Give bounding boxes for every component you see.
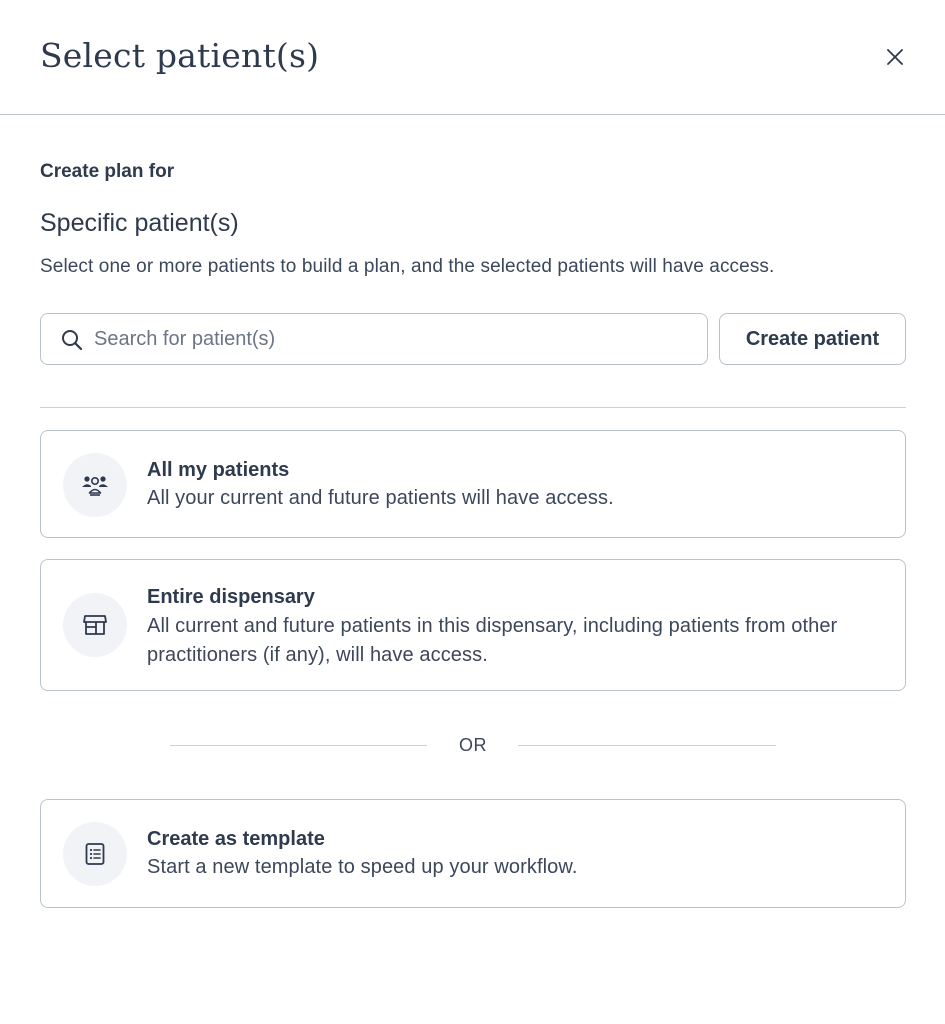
close-icon [886, 48, 904, 66]
option-description: All current and future patients in this dispensary, including patients from other practitioners (if any), will have access. [147, 615, 838, 666]
specific-patients-description: Select one or more patients to build a plan, and the selected patients will have access. [40, 256, 775, 277]
or-line-right [518, 745, 776, 746]
store-icon [82, 613, 108, 637]
modal-header [0, 0, 945, 115]
or-label: OR [459, 735, 487, 755]
option-title: All my patients [147, 459, 290, 481]
option-icon-container [63, 593, 127, 657]
search-icon [61, 329, 83, 351]
option-icon-container [63, 453, 127, 517]
section-divider [40, 407, 906, 408]
or-separator [170, 733, 776, 757]
option-description: All your current and future patients will have access. [147, 487, 614, 509]
patient-search-input[interactable] [94, 314, 694, 364]
users-icon [81, 473, 109, 497]
option-description: Start a new template to speed up your workflow. [147, 856, 578, 878]
option-title: Entire dispensary [147, 586, 315, 608]
option-entire-dispensary[interactable] [40, 559, 906, 691]
modal-title: Select patient(s) [40, 36, 320, 75]
option-create-as-template[interactable] [40, 799, 906, 908]
specific-patients-heading: Specific patient(s) [40, 209, 239, 237]
option-icon-container [63, 822, 127, 886]
option-all-my-patients[interactable] [40, 430, 906, 538]
checklist-icon [84, 842, 106, 866]
create-plan-for-label: Create plan for [40, 161, 175, 182]
close-button[interactable] [880, 42, 910, 72]
patient-search-box[interactable] [40, 313, 708, 365]
option-title: Create as template [147, 828, 325, 850]
create-patient-button[interactable]: Create patient [719, 313, 906, 365]
